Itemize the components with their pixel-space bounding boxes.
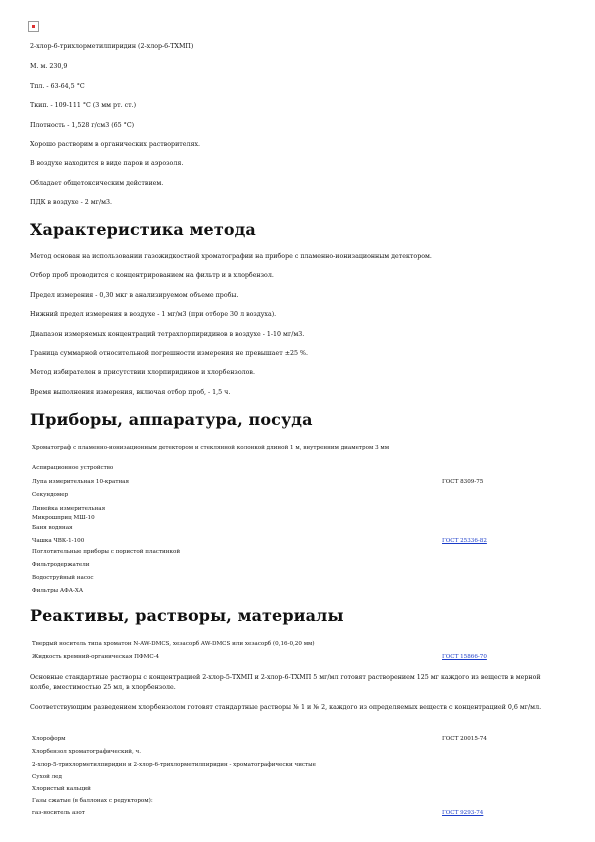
air-state: В воздухе находится в виде паров и аэрозоля. bbox=[30, 160, 184, 167]
molar-mass: М. м. 230,9 bbox=[30, 63, 68, 70]
reagent-name: Твердый носитель типа хроматон N-AW-DMCS, хезасорб AW-DMCS или хезасорб (0,16-0,20 мм) bbox=[32, 641, 315, 647]
method-heading: Характеристика метода bbox=[30, 220, 256, 239]
method-line: Отбор проб проводится с концентрированием на фильтр и в хлорбензол. bbox=[30, 272, 274, 279]
equipment-heading: Приборы, аппаратура, посуда bbox=[30, 410, 313, 429]
equipment-name: Секундомер bbox=[32, 492, 69, 498]
equipment-name: Фильтры АФА-ХА bbox=[32, 588, 84, 594]
table-row bbox=[32, 735, 502, 745]
method-line: Предел измерения - 0,30 мкг в анализируемом объеме пробы. bbox=[30, 292, 239, 299]
equipment-name: Баня водяная bbox=[32, 525, 73, 531]
toxicity: Обладает общетоксическим действием. bbox=[30, 180, 164, 187]
reagent-name: газ-носитель азот bbox=[32, 810, 85, 816]
equipment-name: Линейка измерительная bbox=[32, 506, 106, 512]
table-row bbox=[32, 464, 502, 474]
reagent-name: Газы сжатые (в баллонах с редуктором): bbox=[32, 798, 153, 804]
reagent-name: Сухой лед bbox=[32, 774, 62, 780]
table-row bbox=[32, 491, 502, 501]
equipment-standard: ГОСТ 8309-75 bbox=[442, 479, 484, 485]
reagent-name: Хлороформ bbox=[32, 736, 66, 742]
stock-solution-paragraph: Основные стандартные растворы с концентрацией 2-хлор-5-ТХМП и 2-хлор-6-ТХМП 5 мг/мл готовят растворением 125 мг каждого из веществ в мерной колбе, вместимостью 25 мл, в хлорбензоле. bbox=[30, 674, 541, 691]
table-row bbox=[32, 444, 502, 460]
table-row bbox=[32, 587, 502, 597]
table-row bbox=[32, 548, 502, 558]
table-row bbox=[32, 574, 502, 584]
table-row bbox=[32, 785, 502, 795]
table-row bbox=[32, 478, 502, 488]
method-line: Граница суммарной относительной погрешности измерения не превышает ±25 %. bbox=[30, 350, 308, 357]
standard-solution-paragraph: Соответствующим разведением хлорбензолом готовят стандартные растворы № 1 и № 2, каждого из определяемых веществ с концентрацией 0,6 мг/мл. bbox=[30, 704, 542, 711]
melting-point: Тпл. - 63-64,5 °C bbox=[30, 83, 85, 90]
equipment-name: Фильтродержатели bbox=[32, 562, 90, 568]
table-row bbox=[32, 653, 502, 663]
method-line: Нижний предел измерения в воздухе - 1 мг/м3 (при отборе 30 л воздуха). bbox=[30, 311, 277, 318]
equipment-name: Лупа измерительная 10-кратная bbox=[32, 479, 130, 485]
equipment-name: Микрошприц МШ-10 bbox=[32, 515, 95, 521]
method-line: Время выполнения измерения, включая отбор проб, - 1,5 ч. bbox=[30, 389, 231, 396]
table-row bbox=[32, 514, 502, 524]
table-row bbox=[32, 524, 502, 534]
solubility: Хорошо растворим в органических растворителях. bbox=[30, 141, 201, 148]
broken-image-icon bbox=[28, 21, 39, 32]
table-row bbox=[32, 748, 502, 758]
table-row bbox=[32, 809, 502, 819]
table-row bbox=[32, 761, 502, 771]
compound-name: 2-хлор-6-трихлорметилпиридин (2-хлор-6-ТХМП) bbox=[30, 43, 194, 50]
equipment-name: Поглотительные приборы с пористой пластинкой bbox=[32, 549, 181, 555]
equipment-name: Чашка ЧВК-1-100 bbox=[32, 538, 85, 544]
method-line: Метод основан на использовании газожидкостной хроматографии на приборе с пламенно-ионизационным детектором. bbox=[30, 253, 432, 260]
table-row bbox=[32, 773, 502, 783]
gost-link[interactable]: ГОСТ 15866-70 bbox=[442, 654, 487, 660]
gost-link[interactable]: ГОСТ 9293-74 bbox=[442, 810, 484, 816]
reagent-standard: ГОСТ 20015-74 bbox=[442, 736, 487, 742]
method-line: Диапазон измеряемых концентраций тетрахлорпиридинов в воздухе - 1-10 мг/м3. bbox=[30, 331, 305, 338]
boiling-point: Ткип. - 109-111 °C (3 мм рт. ст.) bbox=[30, 102, 137, 109]
reagent-name: Хлористый кальций bbox=[32, 786, 91, 792]
equipment-name: Хроматограф с пламенно-ионизационным детектором и стеклянной колонкой длиной 1 м, внутренним диаметром 3 мм bbox=[32, 445, 390, 451]
gost-link[interactable]: ГОСТ 25336-82 bbox=[442, 538, 487, 544]
reagents-heading: Реактивы, растворы, материалы bbox=[30, 606, 344, 625]
equipment-name: Аспирационное устройство bbox=[32, 465, 114, 471]
table-row bbox=[32, 640, 502, 650]
table-row bbox=[32, 561, 502, 571]
table-row bbox=[32, 537, 502, 547]
table-row bbox=[32, 797, 502, 807]
mac-value: ПДК в воздухе - 2 мг/м3. bbox=[30, 199, 113, 206]
reagent-name: Жидкость кремний-органическая ПФМС-4 bbox=[32, 654, 160, 660]
density: Плотность - 1,528 г/см3 (65 °C) bbox=[30, 122, 135, 129]
equipment-name: Водоструйный насос bbox=[32, 575, 94, 581]
method-line: Метод избирателен в присутствии хлорпиридинов и хлорбензолов. bbox=[30, 369, 255, 376]
reagent-name: 2-хлор-5-трихлорметилпиридин и 2-хлор-6-трихлорметилпиридин - хроматографически чистые bbox=[32, 762, 316, 768]
reagent-name: Хлорбензол хроматографический, ч. bbox=[32, 749, 141, 755]
